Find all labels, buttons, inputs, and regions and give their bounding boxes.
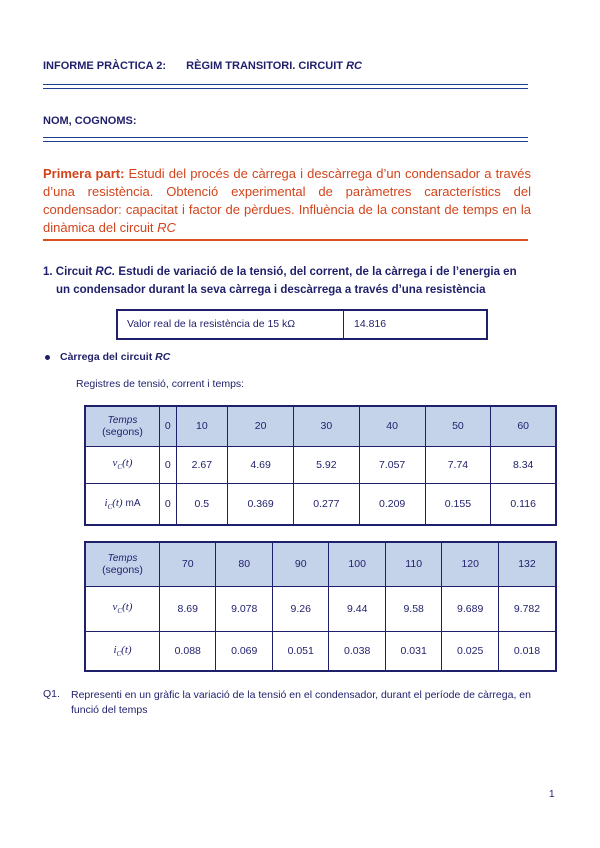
table-row xyxy=(85,631,556,671)
vc-cell: 8.69 xyxy=(160,586,216,631)
resistance-divider xyxy=(343,311,344,338)
time-cell: 30 xyxy=(293,406,359,446)
vc-cell: 9.26 xyxy=(272,586,328,631)
time-cell: 60 xyxy=(491,406,556,446)
bullet-label: Càrrega del circuit xyxy=(60,351,156,363)
name-label: NOM, COGNOMS: xyxy=(43,115,137,127)
time-cell: 20 xyxy=(228,406,294,446)
vc-sub: C xyxy=(117,607,123,616)
temps-label: Temps xyxy=(107,552,138,564)
intro-rc: RC xyxy=(157,220,176,235)
ic-cell: 0.088 xyxy=(160,631,216,671)
title-rule xyxy=(43,84,528,89)
time-cell: 70 xyxy=(160,542,216,586)
ic-arg: (t) xyxy=(112,496,123,509)
temps-header xyxy=(85,406,160,446)
time-cell: 132 xyxy=(498,542,556,586)
vc-label xyxy=(85,446,160,483)
temps-label: Temps xyxy=(107,414,138,426)
time-cell: 10 xyxy=(176,406,228,446)
report-title-prefix: INFORME PRÀCTICA 2: xyxy=(43,60,167,72)
name-rule xyxy=(43,137,528,142)
vc-cell: 9.58 xyxy=(385,586,441,631)
ic-cell: 0.209 xyxy=(359,483,425,525)
ic-sub: C xyxy=(107,502,113,511)
time-cell: 110 xyxy=(385,542,441,586)
vc-arg: (t) xyxy=(122,457,133,470)
time-cell: 50 xyxy=(425,406,491,446)
question-line2: funció del temps xyxy=(71,704,148,716)
vc-cell: 7.057 xyxy=(359,446,425,483)
vc-cell: 0 xyxy=(160,446,177,483)
page-number: 1 xyxy=(549,789,555,800)
time-cell: 80 xyxy=(216,542,272,586)
time-cell: 90 xyxy=(272,542,328,586)
ic-symbol: i xyxy=(104,496,108,509)
section-title-a: Circuit xyxy=(55,266,96,278)
ic-cell: 0.069 xyxy=(216,631,272,671)
bullet-rc: RC xyxy=(155,351,171,363)
resistance-box xyxy=(116,309,488,340)
records-label: Registres de tensió, corrent i temps: xyxy=(76,378,245,390)
ic-cell: 0.116 xyxy=(491,483,556,525)
table-row xyxy=(85,406,556,446)
ic-unit: mA xyxy=(125,497,141,509)
temps-unit: (segons) xyxy=(102,563,143,576)
ic-cell: 0.051 xyxy=(272,631,328,671)
intro-rule xyxy=(43,239,528,241)
temps-unit: (segons) xyxy=(102,425,143,438)
report-title xyxy=(43,60,362,72)
vc-label xyxy=(85,586,160,631)
ic-symbol: i xyxy=(113,643,117,656)
ic-cell: 0.5 xyxy=(176,483,228,525)
vc-symbol: v xyxy=(112,601,118,614)
question-text xyxy=(71,688,541,718)
vc-arg: (t) xyxy=(122,601,133,614)
vc-cell: 9.078 xyxy=(216,586,272,631)
vc-cell: 9.44 xyxy=(329,586,385,631)
ic-cell: 0 xyxy=(160,483,177,525)
time-cell: 100 xyxy=(329,542,385,586)
vc-cell: 2.67 xyxy=(176,446,228,483)
ic-cell: 0.038 xyxy=(329,631,385,671)
question-number: Q1. xyxy=(43,688,60,700)
section-number: 1. xyxy=(43,266,53,278)
vc-sub: C xyxy=(117,463,123,472)
report-title-rc: RC xyxy=(346,60,362,72)
ic-sub: C xyxy=(116,649,122,658)
ic-label xyxy=(85,483,160,525)
question-line1: Representi en un gràfic la variació de la tensió en el condensador, durant el període de càrrega, en xyxy=(71,689,531,701)
table-row xyxy=(85,483,556,525)
time-cell: 120 xyxy=(442,542,498,586)
time-cell: 0 xyxy=(160,406,177,446)
intro-bold: Primera part: xyxy=(43,166,125,181)
section-title-rc: RC. xyxy=(95,266,116,278)
bullet-text xyxy=(60,351,170,363)
ic-arg: (t) xyxy=(121,643,132,656)
section-title-line2: un condensador durant la seva càrrega i descàrrega a través d’una resistència xyxy=(56,284,486,296)
vc-cell: 9.689 xyxy=(442,586,498,631)
bullet-dot xyxy=(45,355,50,360)
intro-paragraph xyxy=(43,165,531,237)
ic-label xyxy=(85,631,160,671)
table-row xyxy=(85,446,556,483)
vc-cell: 9.782 xyxy=(498,586,556,631)
table-row xyxy=(85,586,556,631)
section-title-b: Estudi de variació de la tensió, del corrent, de la càrrega i de l’energia en xyxy=(115,266,517,278)
resistance-label: Valor real de la resistència de 15 kΩ xyxy=(127,318,296,330)
vc-cell: 8.34 xyxy=(491,446,556,483)
resistance-value: 14.816 xyxy=(354,318,387,330)
vc-cell: 4.69 xyxy=(228,446,294,483)
intro-text: Estudi del procés de càrrega i descàrrega d’un condensador a través d’una resistència. Obtenció experimental de paràmetres característics del condensador: capacitat i factor de pèrdues. Influència de la constant de temps en la dinàmica del circuit xyxy=(43,166,531,235)
ic-cell: 0.369 xyxy=(228,483,294,525)
ic-cell: 0.155 xyxy=(425,483,491,525)
vc-symbol: v xyxy=(112,457,118,470)
time-cell: 40 xyxy=(359,406,425,446)
vc-cell: 7.74 xyxy=(425,446,491,483)
ic-cell: 0.277 xyxy=(293,483,359,525)
table-row xyxy=(85,542,556,586)
ic-cell: 0.025 xyxy=(442,631,498,671)
report-title-main: RÈGIM TRANSITORI. CIRCUIT xyxy=(186,60,347,72)
ic-cell: 0.031 xyxy=(385,631,441,671)
vc-cell: 5.92 xyxy=(293,446,359,483)
temps-header xyxy=(85,542,160,586)
ic-cell: 0.018 xyxy=(498,631,556,671)
charge-table-2 xyxy=(84,541,557,672)
charge-table-1 xyxy=(84,405,557,526)
section-heading xyxy=(43,263,543,299)
